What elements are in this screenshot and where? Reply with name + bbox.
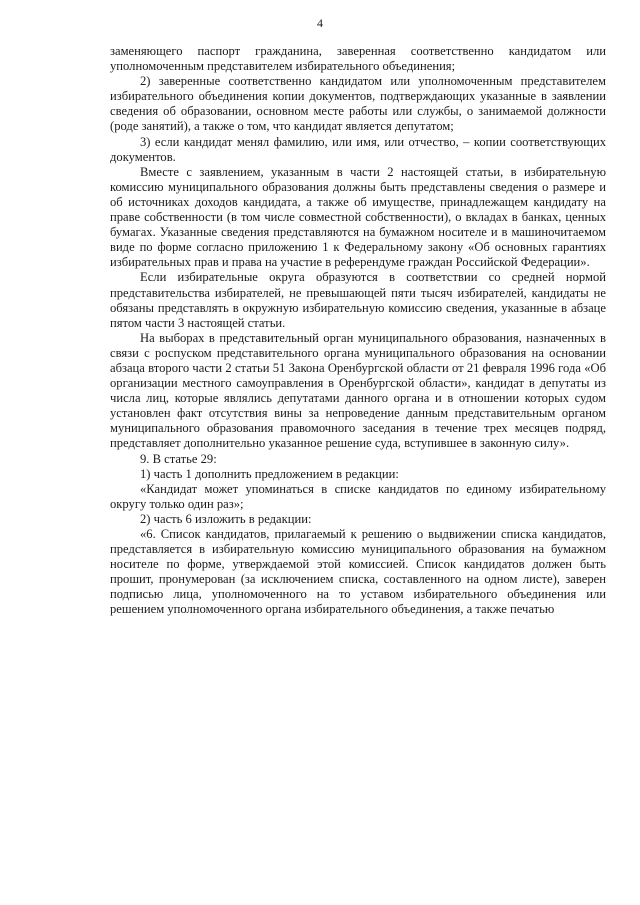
paragraph: «6. Список кандидатов, прилагаемый к решению о выдвижении списка кандидатов, представляется в избирательную комиссию муниципального образования на бумажном носителе по форме, утверждаемой этой комиссией. Список кандидатов должен быть прошит, пронумерован (за исключением списка, составленного на одном листе), заверен подписью лица, уполномоченного на то уставом избирательного объединения или решением уполномоченного органа избирательного объединения, а также печатью <box>110 527 606 617</box>
paragraph: Если избирательные округа образуются в соответствии со средней нормой представительства избирателей, не превышающей пяти тысяч избирателей, кандидаты не обязаны представлять в окружную избирательную комиссию сведения, указанные в абзаце пятом части 3 настоящей статьи. <box>110 270 606 330</box>
paragraph: 3) если кандидат менял фамилию, или имя, или отчество, – копии соответствующих документов. <box>110 134 606 164</box>
paragraph: заменяющего паспорт гражданина, заверенная соответственно кандидатом или уполномоченным представителем избирательного объединения; <box>110 44 606 74</box>
paragraph: 2) заверенные соответственно кандидатом или уполномоченным представителем избирательного объединения копии документов, подтверждающих указанные в заявлении сведения об образовании, основном месте работы или службы, о занимаемой должности (роде занятий), а также о том, что кандидат является депутатом; <box>110 74 606 134</box>
paragraph: На выборах в представительный орган муниципального образования, назначенных в связи с роспуском представительного органа муниципального образования на основании абзаца второго части 2 статьи 51 Закона Оренбургской области от 21 февраля 1996 года «Об организации местного самоуправления в Оренбургской области», кандидат в депутаты из числа лиц, которые являлись депутатами данного органа и в отношении которых судом установлен факт отсутствия вины за непроведение данным представительным органом муниципального образования правомочного заседания в течение трех месяцев подряд, представляет дополнительно указанное решение суда, вступившее в законную силу». <box>110 330 606 451</box>
page-number: 4 <box>317 16 323 30</box>
paragraph: Вместе с заявлением, указанным в части 2 настоящей статьи, в избирательную комиссию муниципального образования должны быть представлены сведения о размере и об источниках доходов кандидата, а также об имуществе, принадлежащем кандидату на праве собственности (в том числе совместной собственности), о вкладах в банках, ценных бумагах. Указанные сведения представляются на бумажном носителе и в машиночитаемом виде по форме согласно приложению 1 к Федеральному закону «Об основных гарантиях избирательных прав и права на участие в референдуме граждан Российской Федерации». <box>110 164 606 270</box>
paragraph: «Кандидат может упоминаться в списке кандидатов по единому избирательному округу только один раз»; <box>110 481 606 511</box>
document-body <box>110 44 606 618</box>
paragraph: 1) часть 1 дополнить предложением в редакции: <box>140 466 399 481</box>
paragraph: 2) часть 6 изложить в редакции: <box>140 511 312 526</box>
paragraph: 9. В статье 29: <box>140 451 217 466</box>
